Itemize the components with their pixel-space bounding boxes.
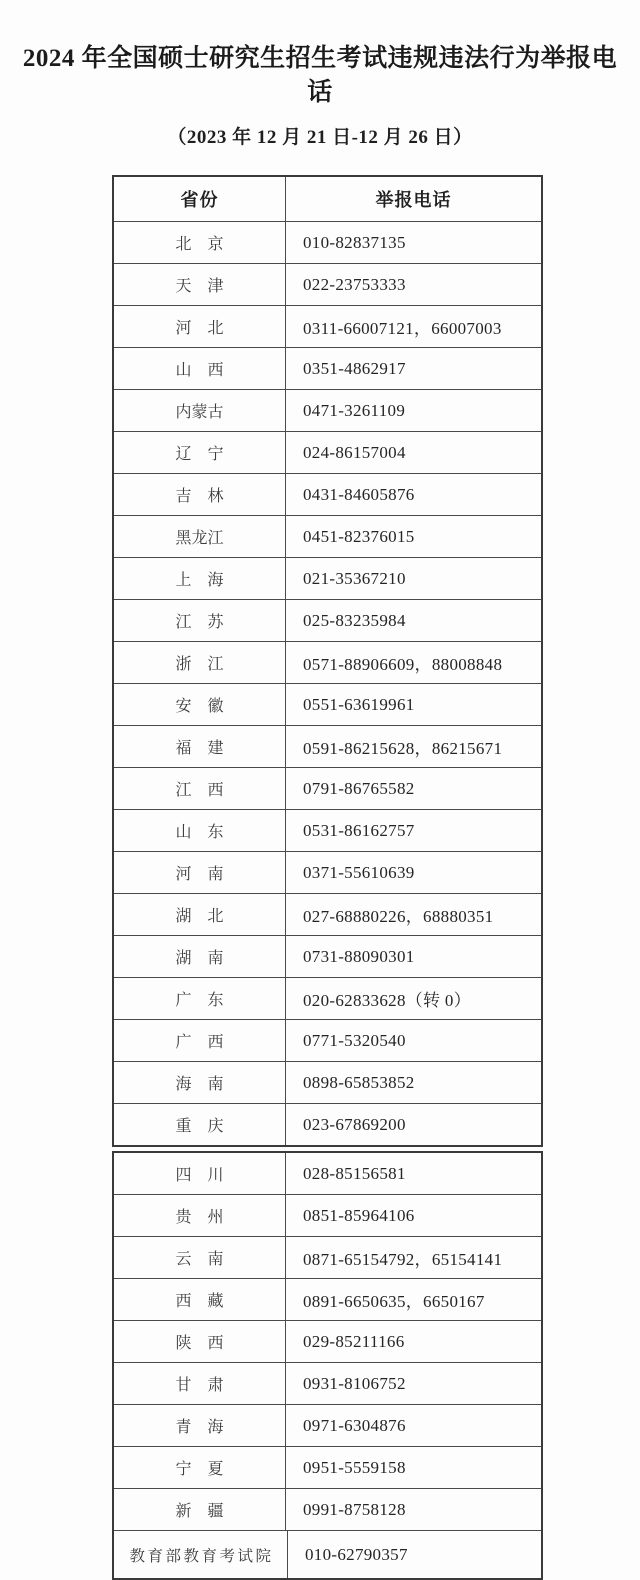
province-cell: 安 徽 bbox=[114, 684, 286, 725]
table-row bbox=[114, 515, 541, 557]
page-subtitle: （2023 年 12 月 21 日-12 月 26 日） bbox=[167, 127, 473, 148]
table-row bbox=[114, 977, 541, 1019]
phone-cell: 0931-8106752 bbox=[303, 1373, 406, 1393]
table-row bbox=[114, 431, 541, 473]
table-row bbox=[114, 683, 541, 725]
province-cell: 江 西 bbox=[114, 768, 286, 809]
phone-cell: 023-67869200 bbox=[303, 1114, 406, 1134]
phone-cell: 020-62833628（转 0） bbox=[303, 991, 472, 1010]
phone-cell: 0991-8758128 bbox=[303, 1499, 406, 1519]
phone-table bbox=[112, 175, 543, 1580]
province-cell: 湖 北 bbox=[114, 894, 286, 935]
phone-cell: 0551-63619961 bbox=[303, 694, 415, 714]
province-cell: 云 南 bbox=[114, 1237, 286, 1278]
province-cell: 广 东 bbox=[114, 978, 286, 1019]
phone-cell: 0351-4862917 bbox=[303, 358, 406, 378]
province-cell: 海 南 bbox=[114, 1062, 286, 1103]
province-cell: 甘 肃 bbox=[114, 1363, 286, 1404]
phone-cell: 027-68880226，68880351 bbox=[303, 907, 494, 926]
province-cell: 上 海 bbox=[114, 558, 286, 599]
table-row bbox=[114, 725, 541, 767]
province-cell: 河 南 bbox=[114, 852, 286, 893]
province-cell: 宁 夏 bbox=[114, 1447, 286, 1488]
table-row bbox=[114, 305, 541, 347]
table-row bbox=[114, 389, 541, 431]
phone-cell: 0451-82376015 bbox=[303, 526, 415, 546]
phone-cell: 010-82837135 bbox=[303, 232, 406, 252]
province-cell: 西 藏 bbox=[114, 1279, 286, 1320]
phone-cell: 0591-86215628，86215671 bbox=[303, 739, 503, 758]
table-row bbox=[114, 1320, 541, 1362]
province-cell: 教育部教育考试院 bbox=[114, 1531, 288, 1578]
table-row bbox=[114, 893, 541, 935]
column-header-province: 省份 bbox=[114, 177, 286, 221]
table-row bbox=[114, 1019, 541, 1061]
phone-cell: 010-62790357 bbox=[305, 1544, 408, 1564]
province-cell: 重 庆 bbox=[114, 1104, 286, 1145]
table-row bbox=[114, 1194, 541, 1236]
phone-cell: 0871-65154792，65154141 bbox=[303, 1250, 503, 1269]
province-cell: 辽 宁 bbox=[114, 432, 286, 473]
phone-cell: 0371-55610639 bbox=[303, 862, 415, 882]
page-title: 2024 年全国硕士研究生招生考试违规违法行为举报电话 bbox=[22, 45, 618, 106]
table-row bbox=[114, 1488, 541, 1530]
province-cell: 河 北 bbox=[114, 306, 286, 347]
phone-cell: 0898-65853852 bbox=[303, 1072, 415, 1092]
phone-cell: 021-35367210 bbox=[303, 568, 406, 588]
phone-cell: 024-86157004 bbox=[303, 442, 406, 462]
province-cell: 内蒙古 bbox=[114, 390, 286, 431]
table-section-2 bbox=[112, 1151, 543, 1580]
table-row bbox=[114, 1404, 541, 1446]
table-section-1 bbox=[112, 175, 543, 1147]
table-header-row bbox=[114, 177, 541, 221]
phone-cell: 0851-85964106 bbox=[303, 1205, 415, 1225]
column-header-phone: 举报电话 bbox=[375, 190, 452, 210]
table-row bbox=[114, 1061, 541, 1103]
table-row bbox=[114, 221, 541, 263]
phone-cell: 029-85211166 bbox=[303, 1331, 405, 1351]
table-row bbox=[114, 263, 541, 305]
phone-cell: 025-83235984 bbox=[303, 610, 406, 630]
phone-cell: 0311-66007121，66007003 bbox=[303, 319, 502, 338]
table-row bbox=[114, 1236, 541, 1278]
province-cell: 江 苏 bbox=[114, 600, 286, 641]
phone-cell: 0471-3261109 bbox=[303, 400, 406, 420]
province-cell: 广 西 bbox=[114, 1020, 286, 1061]
table-row bbox=[114, 1446, 541, 1488]
province-cell: 吉 林 bbox=[114, 474, 286, 515]
province-cell: 新 疆 bbox=[114, 1489, 286, 1530]
table-row bbox=[114, 557, 541, 599]
table-row bbox=[114, 473, 541, 515]
province-cell: 浙 江 bbox=[114, 642, 286, 683]
table-row bbox=[114, 1103, 541, 1145]
table-row bbox=[114, 1153, 541, 1194]
province-cell: 四 川 bbox=[114, 1153, 286, 1194]
phone-cell: 0791-86765582 bbox=[303, 778, 415, 798]
table-row bbox=[114, 599, 541, 641]
province-cell: 北 京 bbox=[114, 222, 286, 263]
phone-cell: 022-23753333 bbox=[303, 274, 406, 294]
province-cell: 青 海 bbox=[114, 1405, 286, 1446]
phone-cell: 0531-86162757 bbox=[303, 820, 415, 840]
phone-cell: 028-85156581 bbox=[303, 1163, 406, 1183]
table-row bbox=[114, 347, 541, 389]
phone-cell: 0571-88906609，88008848 bbox=[303, 655, 503, 674]
phone-cell: 0971-6304876 bbox=[303, 1415, 406, 1435]
table-row bbox=[114, 1530, 541, 1578]
table-row bbox=[114, 809, 541, 851]
province-cell: 湖 南 bbox=[114, 936, 286, 977]
province-cell: 贵 州 bbox=[114, 1195, 286, 1236]
province-cell: 黑龙江 bbox=[114, 516, 286, 557]
table-row bbox=[114, 1278, 541, 1320]
table-row bbox=[114, 641, 541, 683]
phone-cell: 0891-6650635，6650167 bbox=[303, 1292, 485, 1311]
phone-cell: 0731-88090301 bbox=[303, 946, 415, 966]
table-row bbox=[114, 767, 541, 809]
table-row bbox=[114, 851, 541, 893]
table-row bbox=[114, 935, 541, 977]
province-cell: 福 建 bbox=[114, 726, 286, 767]
province-cell: 天 津 bbox=[114, 264, 286, 305]
province-cell: 山 东 bbox=[114, 810, 286, 851]
phone-cell: 0431-84605876 bbox=[303, 484, 415, 504]
province-cell: 山 西 bbox=[114, 348, 286, 389]
province-cell: 陕 西 bbox=[114, 1321, 286, 1362]
phone-cell: 0771-5320540 bbox=[303, 1030, 406, 1050]
table-row bbox=[114, 1362, 541, 1404]
phone-cell: 0951-5559158 bbox=[303, 1457, 406, 1477]
